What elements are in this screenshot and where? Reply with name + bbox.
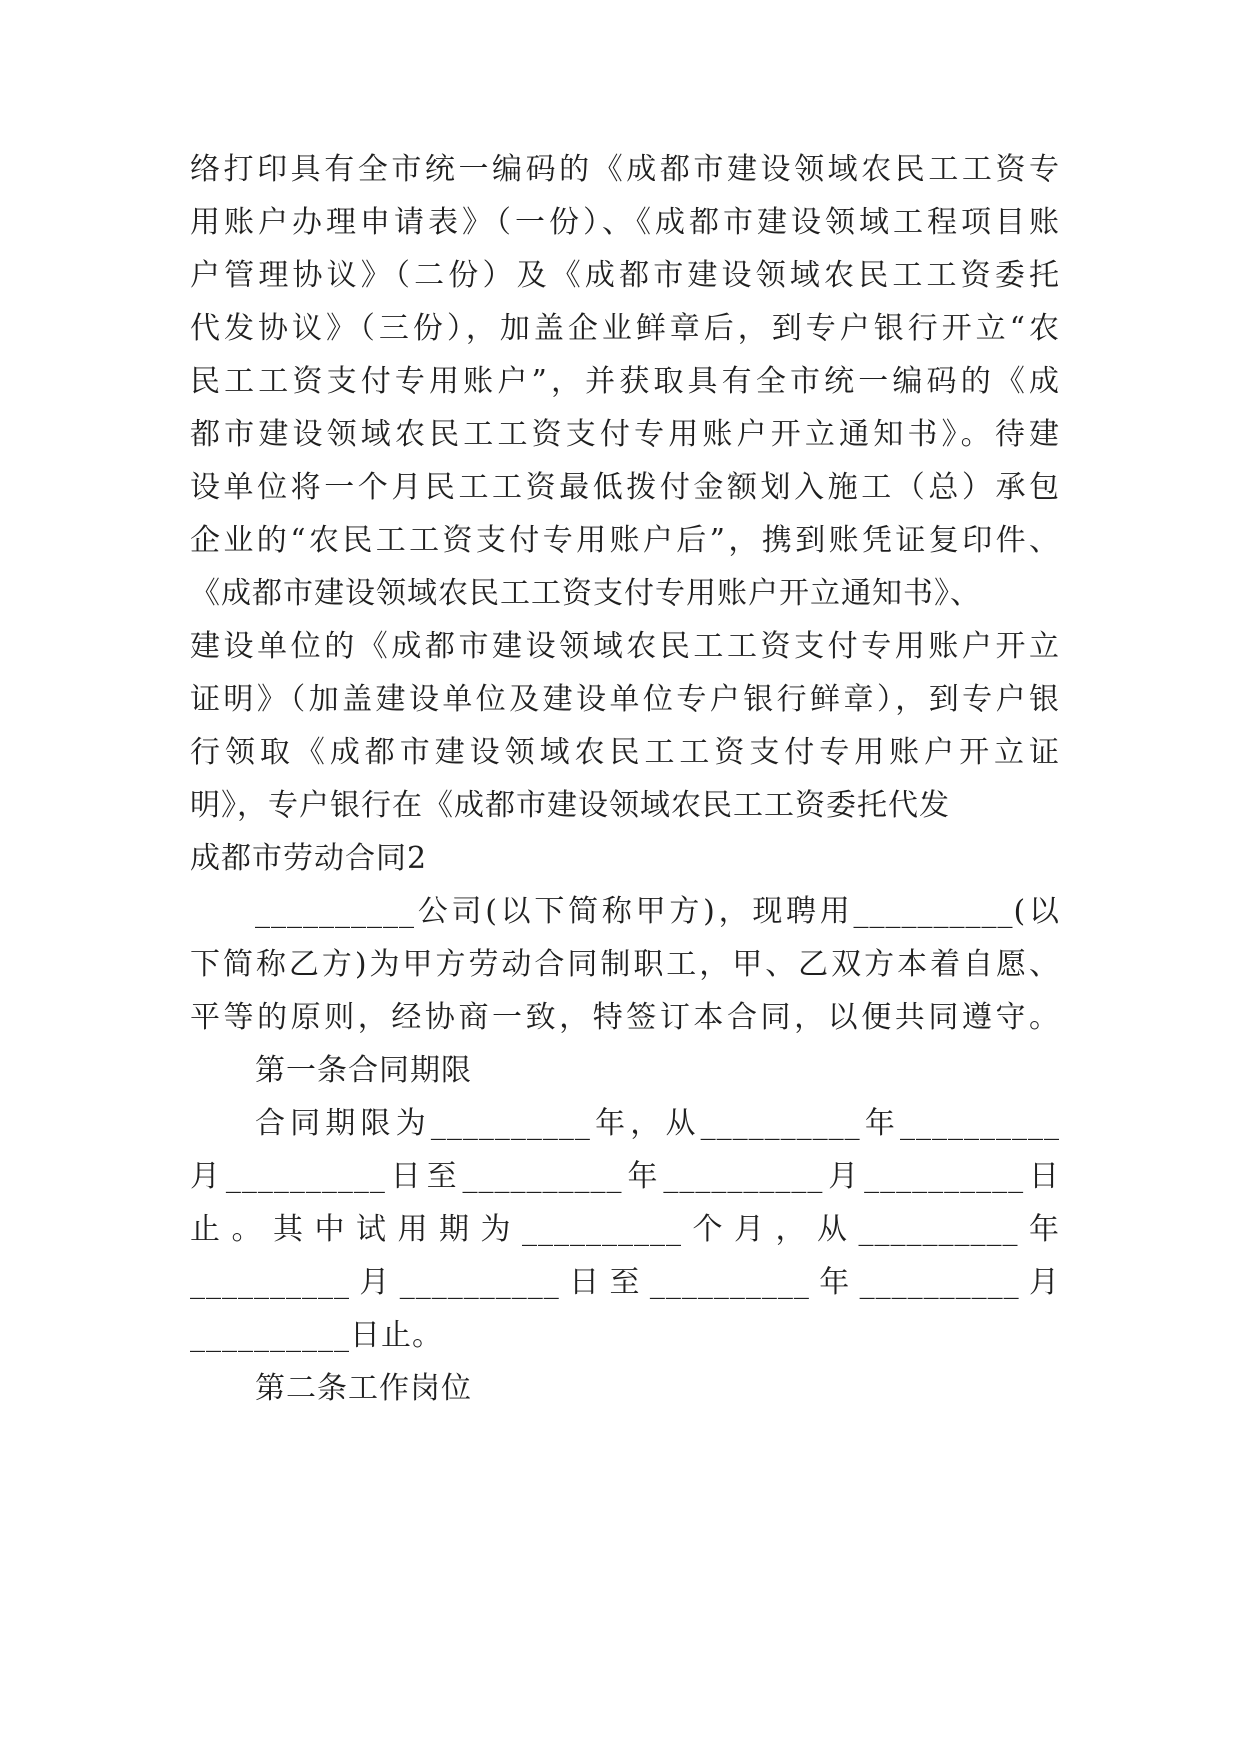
body-line: 止。其中试用期为__________个月，从__________年 — [190, 1212, 1060, 1247]
body-line: __________月__________日至__________年__________月 — [190, 1265, 1060, 1300]
clause-heading: 第二条工作岗位 — [255, 1371, 472, 1406]
body-line: 证明》（加盖建设单位及建设单位专户银行鲜章），到专户银 — [190, 682, 1060, 717]
body-line: 设单位将一个月民工工资最低拨付金额划入施工（总）承包 — [190, 470, 1060, 505]
body-line: 《成都市建设领域农民工工资支付专用账户开立通知书》、 — [190, 576, 981, 611]
body-line: 月__________日至__________年__________月__________日 — [190, 1159, 1060, 1194]
body-line: 合同期限为__________年，从__________年__________ — [255, 1106, 1060, 1141]
clause-heading: 第一条合同期限 — [255, 1053, 472, 1088]
body-line: __________公司(以下简称甲方)，现聘用__________(以 — [255, 894, 1060, 929]
section-title: 成都市劳动合同2 — [190, 841, 428, 876]
body-line: 户管理协议》（二份）及《成都市建设领域农民工工资委托 — [190, 258, 1060, 293]
body-line: 用账户办理申请表》（一份）、《成都市建设领域工程项目账 — [190, 205, 1060, 240]
body-line: 明》，专户银行在《成都市建设领域农民工工资委托代发 — [190, 788, 950, 823]
body-line: 平等的原则，经协商一致，特签订本合同，以便共同遵守。 — [190, 1000, 1060, 1035]
body-line: 行领取《成都市建设领域农民工工资支付专用账户开立证 — [190, 735, 1060, 770]
body-line: __________日止。 — [190, 1318, 443, 1353]
body-line: 企业的“农民工工资支付专用账户后”，携到账凭证复印件、 — [190, 523, 1060, 558]
body-line: 都市建设领域农民工工资支付专用账户开立通知书》。待建 — [190, 417, 1060, 452]
body-line: 代发协议》（三份），加盖企业鲜章后，到专户银行开立“农 — [190, 311, 1060, 346]
body-line: 下简称乙方)为甲方劳动合同制职工，甲、乙双方本着自愿、 — [190, 947, 1060, 982]
body-line: 民工工资支付专用账户”，并获取具有全市统一编码的《成 — [190, 364, 1060, 399]
body-line: 建设单位的《成都市建设领域农民工工资支付专用账户开立 — [190, 629, 1060, 664]
body-line: 络打印具有全市统一编码的《成都市建设领域农民工工资专 — [190, 152, 1060, 187]
